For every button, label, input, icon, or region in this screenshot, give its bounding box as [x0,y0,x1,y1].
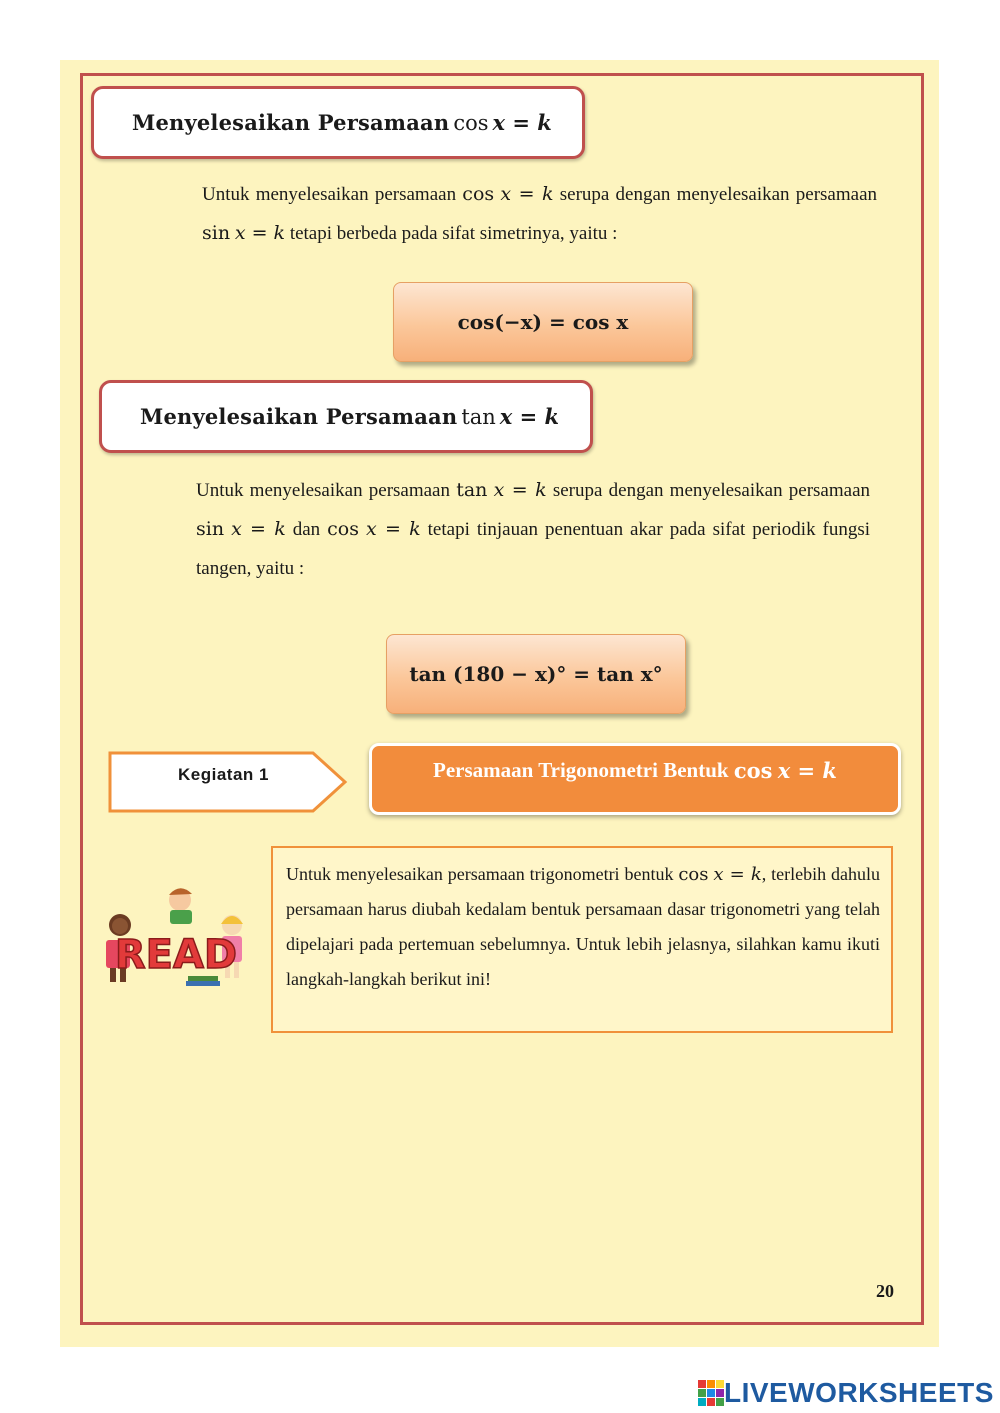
para-tan-fn-1: tan [456,479,488,501]
heading-cos [91,86,585,159]
para-cos-fn-1: cos [462,183,495,205]
heading-cos-title: Menyelesaikan Persamaan [132,110,450,135]
page-number: 20 [876,1281,894,1301]
formula-cos-text: cos(−x) = cos x [457,310,629,334]
para-cos-fn-2: sin [202,222,231,244]
para-tan-text-4: tetapi tinjauan penentuan akar pada sifat [427,519,746,540]
para-tan-text-5: periodik fungsi tangen, yaitu : [196,519,871,579]
heading-cos-fn: cos [453,110,489,135]
para-tan-fn-2: sin [196,518,225,540]
info-text-b: , terlebih dahulu persamaan harus diubah kedalam bentuk persamaan dasar trigonometri yang telah dipelajari pada pertemuan sebelumnya. Untuk lebih jelasnya, silahkan kamu ikuti langkah-langkah berikut ini! [286,864,881,989]
formula-tan-periodic [386,634,686,714]
heading-tan-expr: x = k [499,404,560,429]
read-illustration [100,880,250,995]
read-illustration-word: READ [114,932,238,978]
formula-cos-symmetry [393,282,693,362]
kegiatan-banner-fn: cos [733,758,773,783]
para-tan-text-1: Untuk menyelesaikan persamaan [196,480,450,501]
heading-tan-fn: tan [461,404,496,429]
paragraph-cos [202,175,877,253]
para-tan-text-mid: dan [292,519,321,540]
para-tan-text-3: persamaan [788,480,870,501]
para-tan-fn-3: cos [327,518,359,540]
para-cos-text-2: serupa dengan menyelesaikan [559,184,790,205]
info-text [286,857,880,997]
heading-cos-expr: x = k [492,110,552,135]
heading-tan-title: Menyelesaikan Persamaan [140,404,458,429]
liveworksheets-logo-icon [698,1380,724,1406]
para-tan-math-3: x = k [365,518,421,540]
para-cos-math-2: x = k [234,222,286,244]
para-tan-text-2: serupa dengan menyelesaikan [552,480,783,501]
para-cos-text-3: persamaan [795,184,877,205]
info-text-a: Untuk menyelesaikan persamaan trigonometri bentuk [286,864,674,884]
para-cos-text-4: tetapi berbeda pada sifat simetrinya, yaitu : [289,223,618,244]
kegiatan-label: Kegiatan 1 [178,765,269,784]
info-text-fn: cos [678,864,709,885]
kegiatan-banner-text: Persamaan Trigonometri Bentuk [433,758,729,782]
para-tan-math-2: x = k [231,518,286,540]
liveworksheets-logo-text: LIVEWORKSHEETS [724,1377,994,1408]
liveworksheets-logo [698,1377,994,1409]
info-text-math: x = k [713,864,762,885]
kegiatan-banner-math: x = k [777,758,837,783]
kegiatan-banner [369,743,901,815]
paragraph-tan [196,471,870,588]
heading-tan [99,380,593,453]
para-cos-math-1: x = k [500,183,554,205]
para-cos-text-1: Untuk menyelesaikan persamaan [202,184,457,205]
formula-tan-text: tan (180 − x)° = tan x° [409,662,663,686]
para-tan-math-1: x = k [493,479,547,501]
